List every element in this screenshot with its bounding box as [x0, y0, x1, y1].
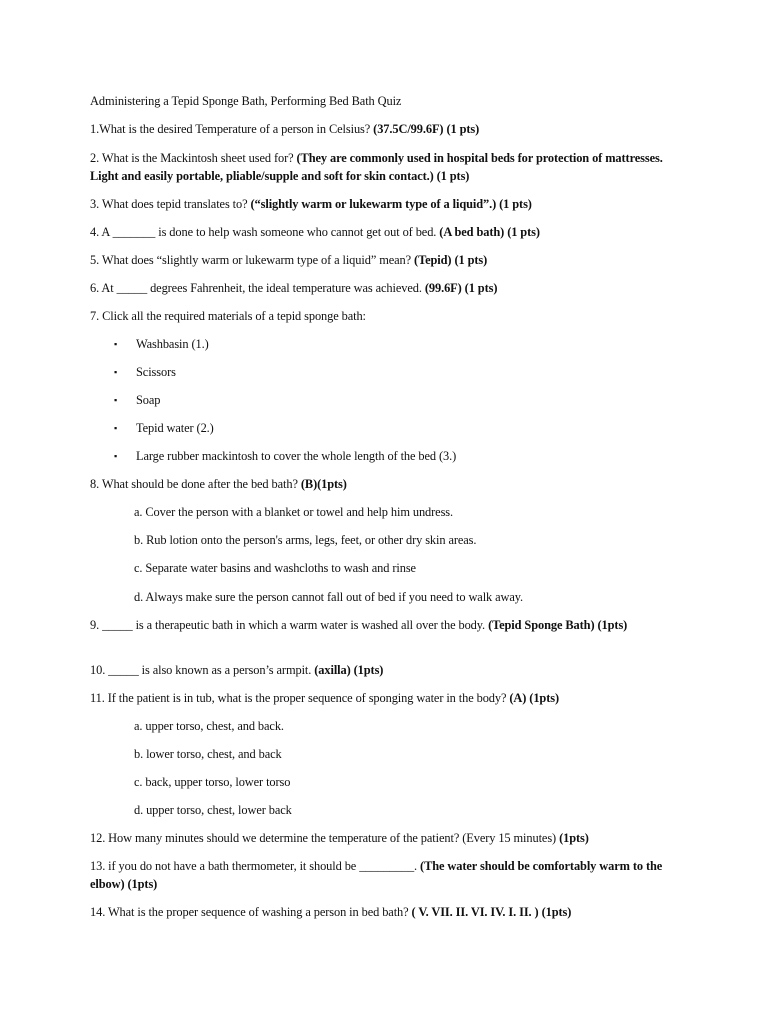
answer-5: (Tepid) (1 pts) [414, 253, 488, 267]
q8-option: d. Always make sure the person cannot fall out of bed if you need to walk away. [134, 590, 524, 604]
question-14: 14. What is the proper sequence of washing a person in bed bath? ( V. VII. II. VI. IV. I. II. ) (1pts) [90, 905, 572, 919]
q11-option: d. upper torso, chest, lower back [134, 803, 292, 817]
bullet-icon: ▪ [114, 451, 118, 461]
bullet-icon: ▪ [114, 339, 118, 349]
question-12: 12. How many minutes should we determine the temperature of the patient? (Every 15 minutes) (1pts) [90, 831, 589, 845]
answer-9: (Tepid Sponge Bath) (1pts) [488, 618, 628, 632]
question-6: 6. At _____ degrees Fahrenheit, the ideal temperature was achieved. (99.6F) (1 pts) [90, 281, 498, 295]
material-item[interactable]: ▪ Tepid water (2.) [114, 421, 214, 435]
material-item[interactable]: ▪ Soap [114, 393, 161, 407]
answer-4: (A bed bath) (1 pts) [439, 225, 540, 239]
question-2: 2. What is the Mackintosh sheet used for? (They are commonly used in hospital beds for protection of mattresses. Light and easily portable, pliable/supple and soft for skin contact.) (1 pts) [90, 151, 663, 183]
question-3: 3. What does tepid translates to? (“slightly warm or lukewarm type of a liquid”.) (1 pts) [90, 197, 532, 211]
q11-option: b. lower torso, chest, and back [134, 747, 282, 761]
material-item[interactable]: ▪ Washbasin (1.) [114, 337, 209, 351]
material-item[interactable]: ▪ Scissors [114, 365, 176, 379]
answer-1: (37.5C/99.6F) (1 pts) [373, 122, 480, 136]
answer-3: (“slightly warm or lukewarm type of a liquid”.) (1 pts) [250, 197, 532, 211]
question-10: 10. _____ is also known as a person’s armpit. (axilla) (1pts) [90, 663, 384, 677]
answer-8: (B)(1pts) [300, 477, 347, 491]
answer-12: (1pts) [559, 831, 589, 845]
answer-10: (axilla) (1pts) [314, 663, 384, 677]
bullet-icon: ▪ [114, 395, 118, 405]
bullet-icon: ▪ [114, 367, 118, 377]
answer-14: ( V. VII. II. VI. IV. I. II. ) (1pts) [411, 905, 572, 919]
bullet-icon: ▪ [114, 423, 118, 433]
answer-2: (They are commonly used in hospital beds for protection of mattresses. Light and easily portable, pliable/supple and soft for skin contact.) (1 pts) [90, 151, 663, 183]
question-9: 9. _____ is a therapeutic bath in which a warm water is washed all over the body. (Tepid Sponge Bath) (1pts) [90, 618, 628, 632]
material-item[interactable]: ▪ Large rubber mackintosh to cover the whole length of the bed (3.) [114, 449, 457, 463]
question-7: 7. Click all the required materials of a tepid sponge bath: [90, 309, 366, 323]
question-13: 13. if you do not have a bath thermometer, it should be _________. (The water should be comfortably warm to the elbow) (1pts) [90, 859, 663, 891]
question-1: 1.What is the desired Temperature of a person in Celsius? (37.5C/99.6F) (1 pts) [90, 122, 480, 136]
answer-11: (A) (1pts) [509, 691, 559, 705]
q8-option: c. Separate water basins and washcloths to wash and rinse [134, 561, 416, 575]
q11-option: a. upper torso, chest, and back. [134, 719, 284, 733]
q11-option: c. back, upper torso, lower torso [134, 775, 291, 789]
answer-6: (99.6F) (1 pts) [424, 281, 498, 295]
question-8: 8. What should be done after the bed bath? (B)(1pts) [90, 477, 347, 491]
q8-option: b. Rub lotion onto the person's arms, legs, feet, or other dry skin areas. [134, 533, 477, 547]
question-11: 11. If the patient is in tub, what is the proper sequence of sponging water in the body? (A) (1pts) [90, 691, 559, 705]
quiz-title: Administering a Tepid Sponge Bath, Performing Bed Bath Quiz [90, 94, 402, 108]
question-4: 4. A _______ is done to help wash someone who cannot get out of bed. (A bed bath) (1 pts) [90, 225, 540, 239]
question-5: 5. What does “slightly warm or lukewarm type of a liquid” mean? (Tepid) (1 pts) [90, 253, 488, 267]
answer-13: (The water should be comfortably warm to the elbow) (1pts) [90, 859, 663, 891]
q8-option: a. Cover the person with a blanket or towel and help him undress. [134, 505, 454, 519]
